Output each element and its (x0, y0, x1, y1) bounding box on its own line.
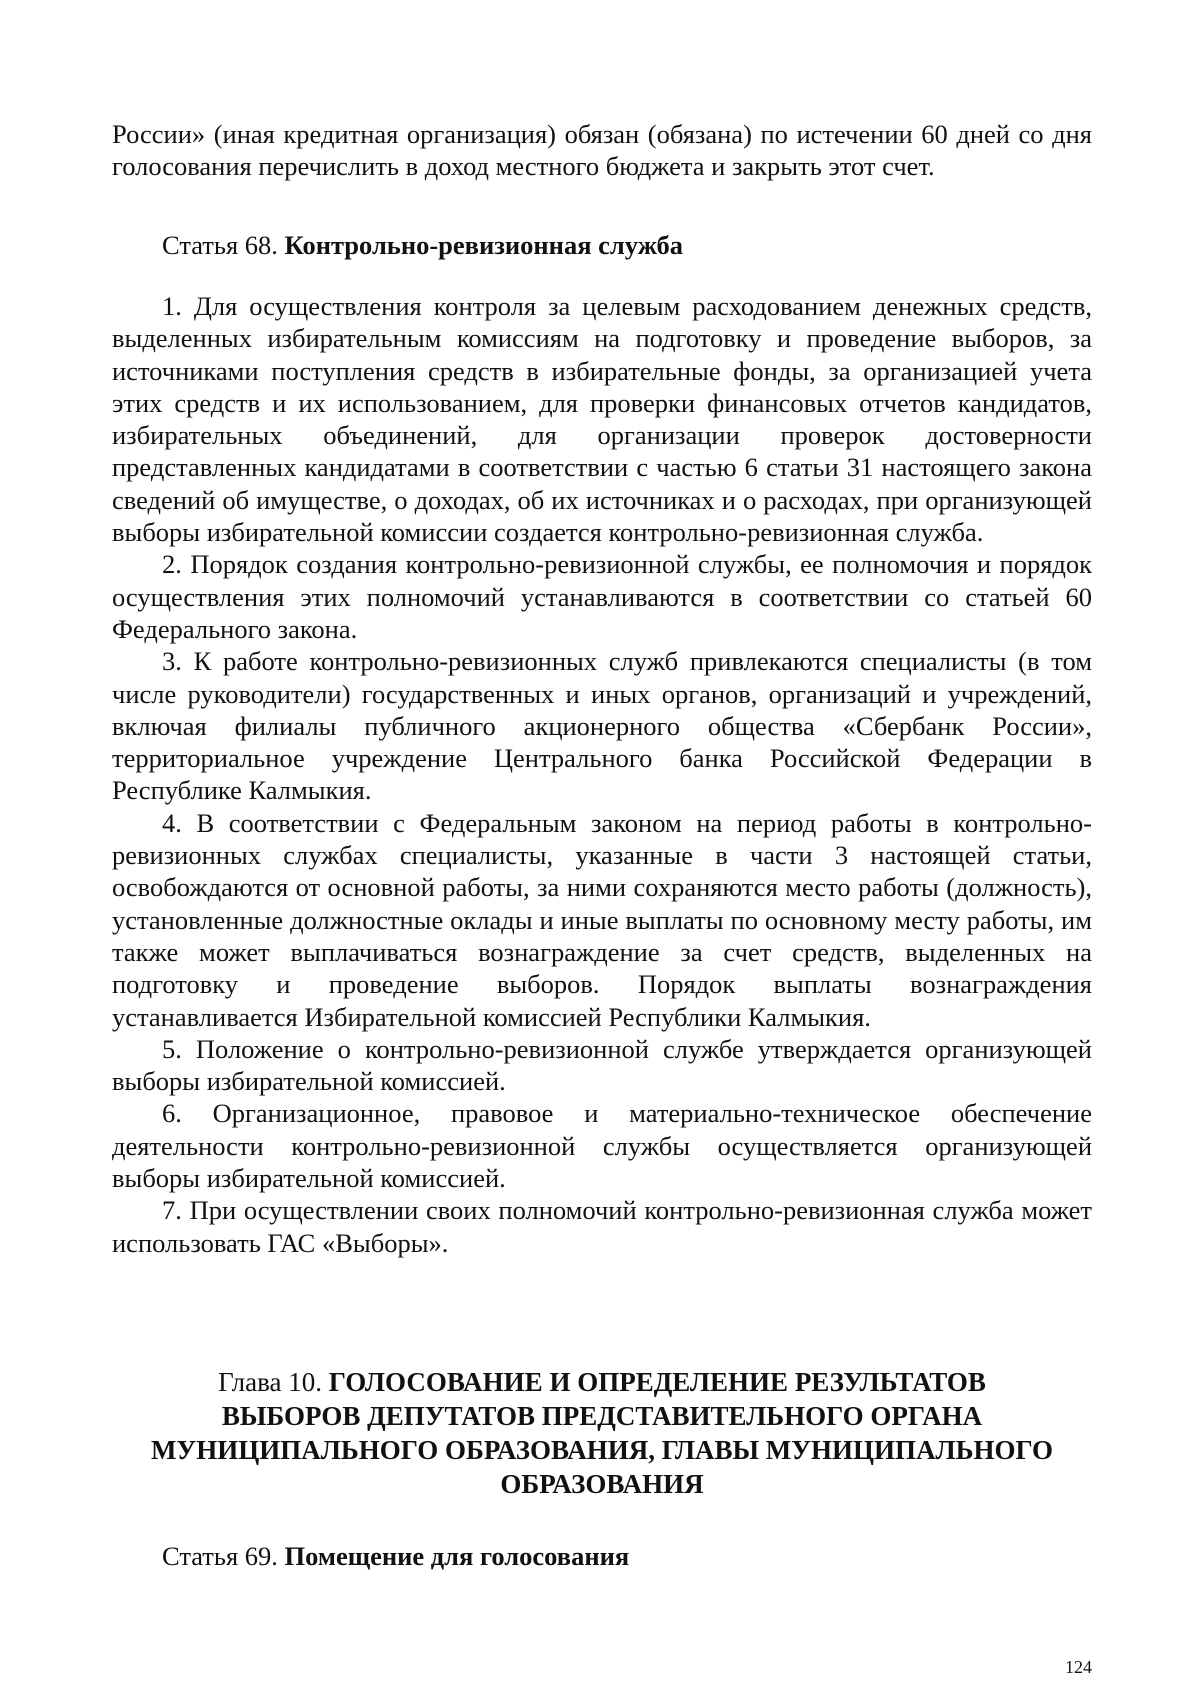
article-69-heading (162, 1540, 629, 1572)
article-68-paragraph-4: 4. В соответствии с Федеральным законом на период работы в контрольно-ревизионных службах специалисты, указанные в части 3 настоящей статьи, освобождаются от основной работы, за ними сохраняются место работы (должность), установленные должностные оклады и иные выплаты по основному месту работы, им также может выплачиваться вознаграждение за счет средств, выделенных на подготовку и проведение выборов. Порядок выплаты вознаграждения устанавливается Избирательной комиссией Республики Калмыкия. (112, 807, 1092, 1032)
article-68-heading (162, 229, 683, 261)
chapter-10-line-2 (112, 1399, 1092, 1433)
article-68-paragraph-1: 1. Для осуществления контроля за целевым расходованием денежных средств, выделенных избирательным комиссиям на подготовку и проведение выборов, за источниками поступления средств в избирательные фонды, за организацией учета этих средств и их использованием, для проверки финансовых отчетов кандидатов, избирательных объединений, для организации проверок достоверности представленных кандидатами в соответствии с частью 6 статьи 31 настоящего закона сведений об имуществе, о доходах, об их источниках и о расходах, при организующей выборы избирательной комиссии создается контрольно-ревизионная служба. (112, 291, 1092, 548)
chapter-10-line-4 (112, 1467, 1092, 1501)
page-number: 124 (1065, 1657, 1092, 1677)
article-69-title: Помещение для голосования (284, 1541, 630, 1571)
article-68-paragraph-2: 2. Порядок создания контрольно-ревизионной службы, ее полномочия и порядок осуществления этих полномочий устанавливаются в соответствии со статьей 60 Федерального закона. (112, 549, 1092, 644)
chapter-10-prefix: Глава 10. (218, 1367, 329, 1397)
chapter-10-title-line-2: ВЫБОРОВ ДЕПУТАТОВ ПРЕДСТАВИТЕЛЬНОГО ОРГАНА (221, 1401, 983, 1431)
article-68-paragraph-7: 7. При осуществлении своих полномочий контрольно-ревизионная служба может использовать ГАС «Выборы». (112, 1195, 1092, 1258)
article-68-title: Контрольно-ревизионная служба (284, 230, 684, 260)
article-68-paragraph-5: 5. Положение о контрольно-ревизионной службе утверждается организующей выборы избирательной комиссией. (112, 1033, 1092, 1097)
chapter-10-line-1 (112, 1365, 1092, 1399)
chapter-10-title-line-4: ОБРАЗОВАНИЯ (500, 1469, 704, 1499)
article-69-prefix: Статья 69. (162, 1541, 285, 1571)
article-68-prefix: Статья 68. (162, 230, 285, 260)
article-68-body (112, 290, 1092, 1259)
continuation-paragraph: России» (иная кредитная организация) обязан (обязана) по истечении 60 дней со дня голосования перечислить в доход местного бюджета и закрыть этот счет. (112, 119, 1092, 182)
chapter-10-line-3 (112, 1433, 1092, 1467)
continuation-text (112, 118, 1092, 183)
chapter-10-title-line-1: ГОЛОСОВАНИЕ И ОПРЕДЕЛЕНИЕ РЕЗУЛЬТАТОВ (328, 1367, 986, 1397)
chapter-10-title-line-3: МУНИЦИПАЛЬНОГО ОБРАЗОВАНИЯ, ГЛАВЫ МУНИЦИПАЛЬНОГО (150, 1435, 1054, 1465)
article-68-paragraph-3: 3. К работе контрольно-ревизионных служб привлекаются специалисты (в том числе руководители) государственных и иных органов, организаций и учреждений, включая филиалы публичного акционерного общества «Сбербанк России», территориальное учреждение Центрального банка Российской Федерации в Республике Калмыкия. (112, 646, 1092, 806)
chapter-10-heading (112, 1365, 1092, 1501)
article-68-paragraph-6: 6. Организационное, правовое и материально-техническое обеспечение деятельности контрольно-ревизионной службы осуществляется организующей выборы избирательной комиссией. (112, 1098, 1092, 1194)
